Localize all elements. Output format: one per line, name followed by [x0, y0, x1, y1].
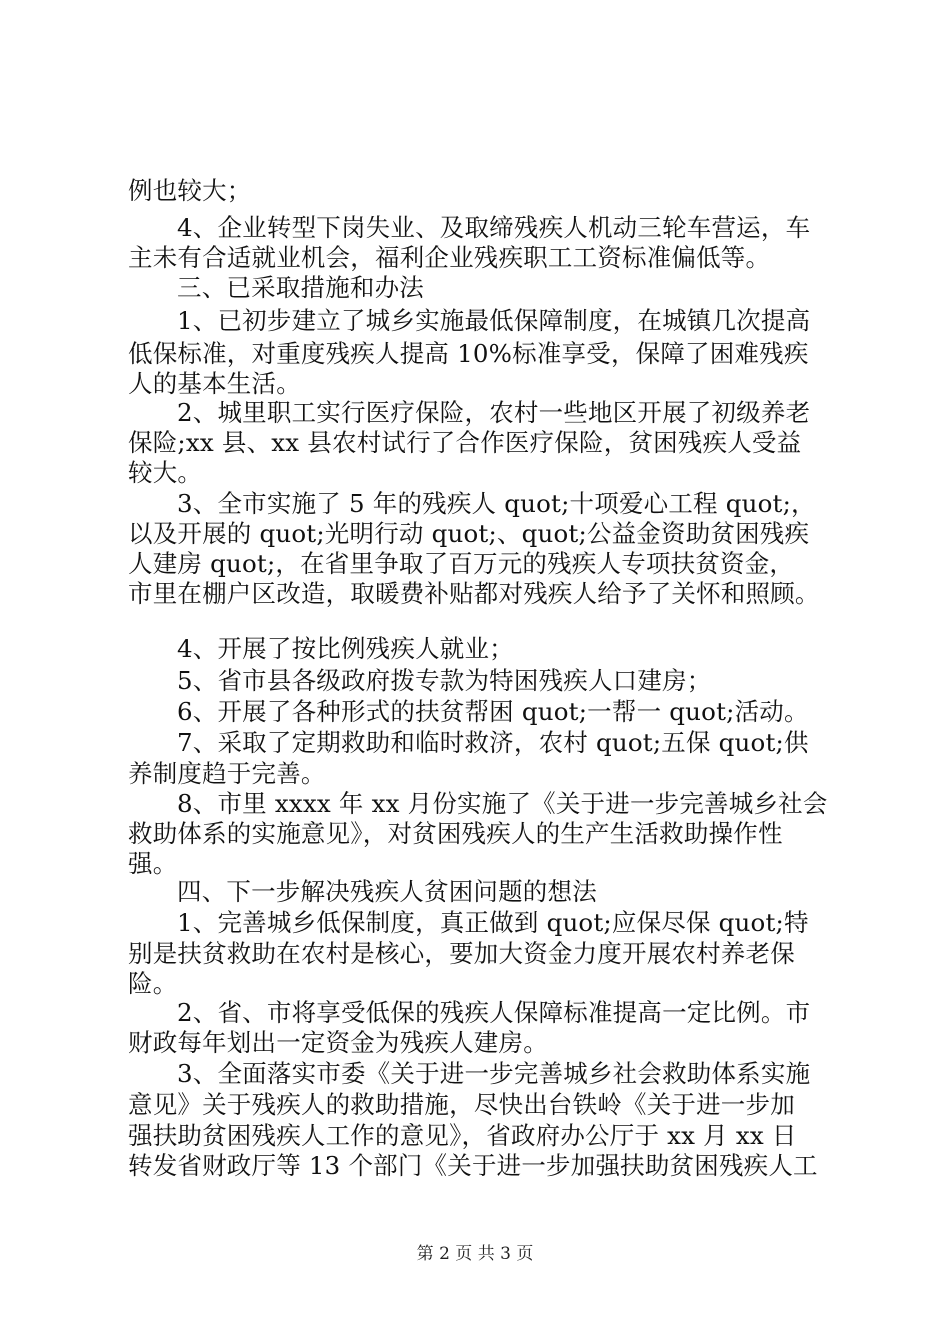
text-line: 较大。 — [128, 458, 203, 487]
text-line: 1、完善城乡低保制度，真正做到 quot;应保尽保 quot;特 — [177, 908, 809, 937]
text-line: 市里在棚户区改造，取暖费补贴都对残疾人给予了关怀和照顾。 — [128, 579, 820, 608]
text-line: 低保标准，对重度残疾人提高 10%标准享受，保障了困难残疾 — [128, 339, 809, 368]
text-line: 3、全面落实市委《关于进一步完善城乡社会救助体系实施 — [177, 1059, 811, 1088]
text-line: 意见》关于残疾人的救助措施，尽快出台铁岭《关于进一步加 — [128, 1090, 795, 1119]
text-line: 5、省市县各级政府拨专款为特困残疾人口建房； — [177, 666, 712, 695]
text-line: 财政每年划出一定资金为残疾人建房。 — [128, 1028, 548, 1057]
text-line: 人建房 quot;，在省里争取了百万元的残疾人专项扶贫资金， — [128, 549, 795, 578]
text-line: 强扶助贫困残疾人工作的意见》，省政府办公厅于 xx 月 xx 日 — [128, 1121, 797, 1150]
text-line: 4、开展了按比例残疾人就业； — [177, 634, 514, 663]
text-line: 救助体系的实施意见》，对贫困残疾人的生产生活救助操作性 — [128, 819, 783, 848]
text-line: 2、城里职工实行医疗保险，农村一些地区开展了初级养老 — [177, 398, 811, 427]
text-line: 主未有合适就业机会，福利企业残疾职工工资标准偏低等。 — [128, 243, 771, 272]
text-line: 强。 — [128, 849, 178, 878]
section-heading: 四、下一步解决残疾人贫困问题的想法 — [177, 877, 597, 906]
text-line: 以及开展的 quot;光明行动 quot;、quot;公益金资助贫困残疾 — [128, 519, 810, 548]
text-line: 保险;xx 县、xx 县农村试行了合作医疗保险，贫困残疾人受益 — [128, 428, 802, 457]
text-line: 4、企业转型下岗失业、及取缔残疾人机动三轮车营运，车 — [177, 213, 811, 242]
text-line: 3、全市实施了 5 年的残疾人 quot;十项爱心工程 quot;， — [177, 489, 816, 518]
page-footer: 第 2 页 共 3 页 — [416, 1244, 534, 1264]
text-line: 险。 — [128, 969, 178, 998]
text-line: 养制度趋于完善。 — [128, 759, 326, 788]
text-line: 例也较大； — [128, 176, 252, 205]
text-line: 转发省财政厅等 13 个部门《关于进一步加强扶助贫困残疾人工 — [128, 1151, 818, 1180]
text-line: 8、市里 xxxx 年 xx 月份实施了《关于进一步完善城乡社会 — [177, 789, 828, 818]
text-line: 别是扶贫救助在农村是核心，要加大资金力度开展农村养老保 — [128, 939, 795, 968]
text-line: 6、开展了各种形式的扶贫帮困 quot;一帮一 quot;活动。 — [177, 697, 809, 726]
text-line: 7、采取了定期救助和临时救济，农村 quot;五保 quot;供 — [177, 728, 809, 757]
text-line: 人的基本生活。 — [128, 369, 301, 398]
text-line: 1、已初步建立了城乡实施最低保障制度，在城镇几次提高 — [177, 306, 811, 335]
section-heading: 三、已采取措施和办法 — [177, 273, 424, 302]
text-line: 2、省、市将享受低保的残疾人保障标准提高一定比例。市 — [177, 998, 811, 1027]
